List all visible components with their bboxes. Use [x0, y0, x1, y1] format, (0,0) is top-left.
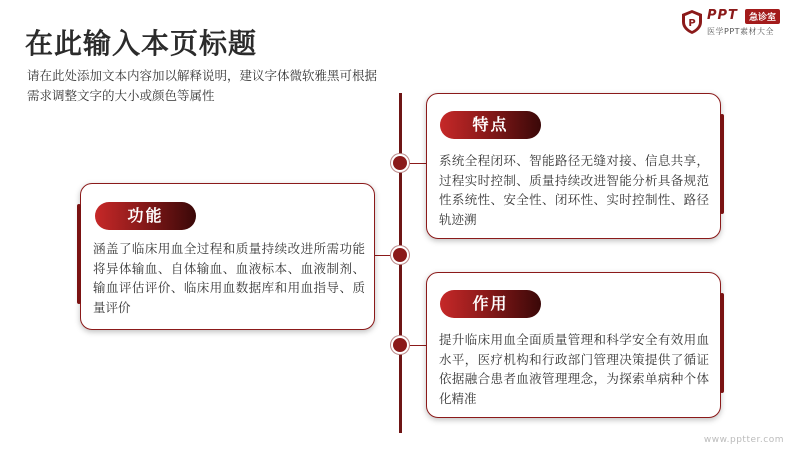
svg-text:P: P: [688, 18, 696, 29]
logo-tagline: 医学PPT素材大全: [707, 27, 775, 36]
page-subtitle: 请在此处添加文本内容加以解释说明，建议字体微软雅黑可根据需求调整文字的大小或颜色等属性: [27, 68, 378, 103]
card-accent-bar: [720, 293, 724, 393]
label-effects: 作用: [440, 290, 541, 318]
timeline-dot-functions: [393, 248, 407, 262]
timeline-dot-effects: [393, 338, 407, 352]
card-accent-bar: [77, 204, 81, 304]
watermark: www.pptter.com: [703, 435, 784, 445]
connector-effects: [406, 345, 428, 346]
connector-features: [406, 163, 428, 164]
label-functions: 功能: [95, 202, 196, 230]
connector-functions: [374, 255, 394, 256]
shield-logo-icon: [681, 9, 703, 35]
timeline-dot-features: [393, 156, 407, 170]
brand-logo: [681, 8, 793, 40]
logo-tag: 急诊室: [745, 9, 780, 24]
logo-brand: PPT: [707, 8, 738, 23]
card-functions-text: 涵盖了临床用血全过程和质量持续改进所需功能将异体输血、自体输血、血液标本、血液制剂、输血评估评价、临床用血数据库和用血指导、质量评价: [93, 241, 365, 315]
card-effects-text: 提升临床用血全面质量管理和科学安全有效用血水平，医疗机构和行政部门管理决策提供了循证依据融合患者血液管理理念，为探索单病种个体化精准: [439, 332, 709, 406]
card-features-text: 系统全程闭环、智能路径无缝对接、信息共享，过程实时控制、质量持续改进智能分析具备规范性系统性、安全性、闭环性、实时控制性、路径轨迹溯: [439, 153, 709, 227]
card-accent-bar: [720, 114, 724, 214]
timeline-line: [399, 93, 402, 433]
label-features: 特点: [440, 111, 541, 139]
page-title: 在此输入本页标题: [25, 27, 258, 60]
